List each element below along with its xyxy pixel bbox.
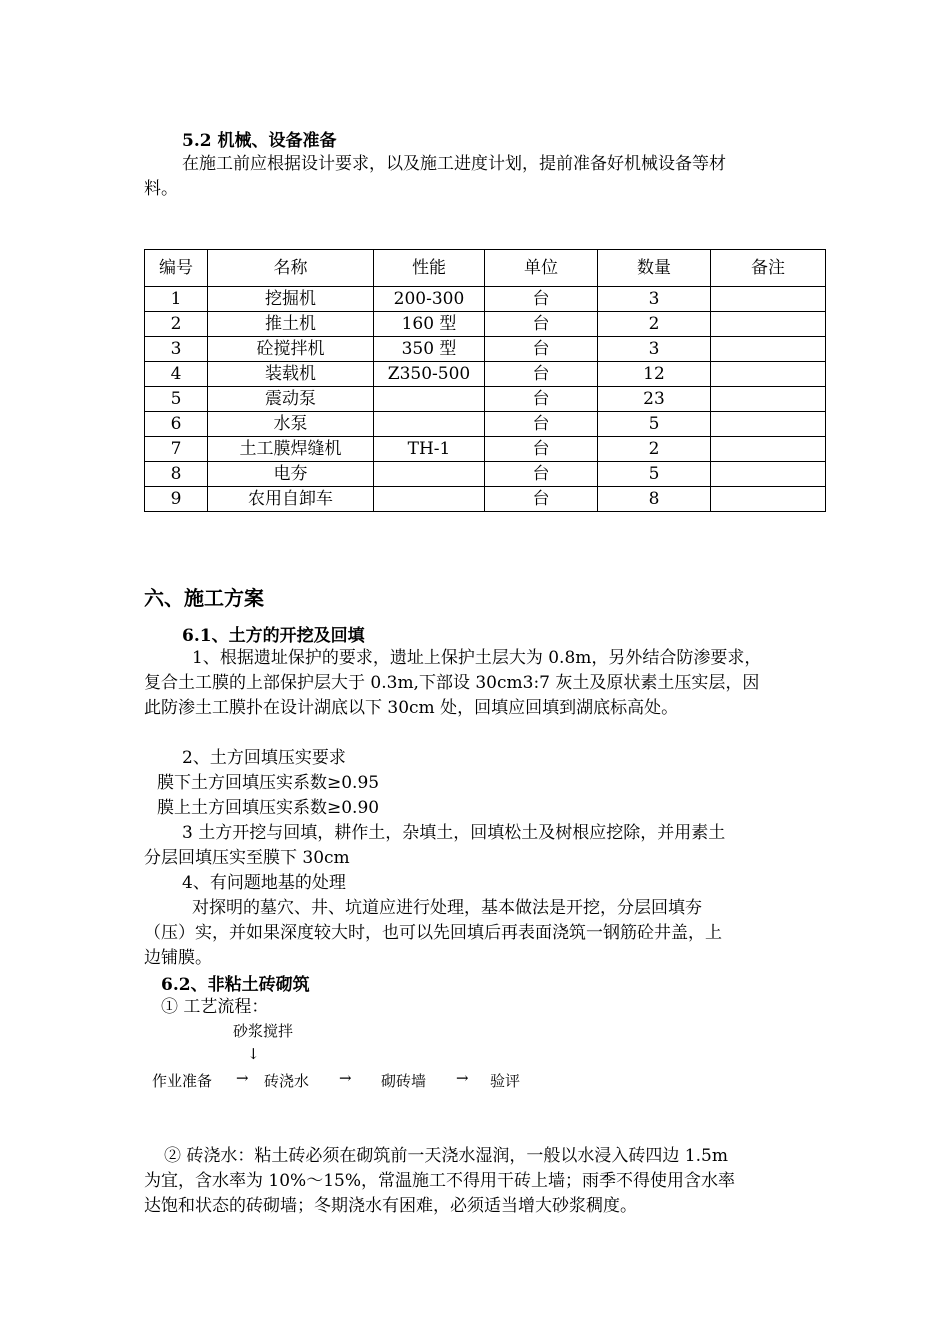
cell-remark xyxy=(711,462,826,487)
table-row xyxy=(145,312,826,337)
section-5-2-title: 5.2 机械、设备准备 xyxy=(182,131,337,151)
flow-step-bricklaying: 砌砖墙 xyxy=(381,1072,427,1090)
cell-unit: 台 xyxy=(485,362,598,387)
cell-remark xyxy=(711,387,826,412)
cell-quantity: 8 xyxy=(598,487,711,512)
cell-unit: 台 xyxy=(485,462,598,487)
cell-quantity: 2 xyxy=(598,437,711,462)
cell-spec: 160 型 xyxy=(374,312,485,337)
cell-number: 3 xyxy=(145,337,208,362)
flow-step-evaluation: 验评 xyxy=(490,1072,521,1090)
table-row xyxy=(145,387,826,412)
flow-down-arrow-icon: ↓ xyxy=(247,1045,260,1063)
cell-remark xyxy=(711,437,826,462)
cell-unit: 台 xyxy=(485,312,598,337)
flow-label: ① 工艺流程： xyxy=(161,997,269,1017)
header-unit: 单位 xyxy=(485,250,598,287)
table-header-row xyxy=(145,250,826,287)
equipment-table xyxy=(144,249,826,512)
cell-name: 砼搅拌机 xyxy=(208,337,374,362)
cell-number: 1 xyxy=(145,287,208,312)
cell-name: 震动泵 xyxy=(208,387,374,412)
cell-quantity: 23 xyxy=(598,387,711,412)
cell-number: 7 xyxy=(145,437,208,462)
cell-name: 挖掘机 xyxy=(208,287,374,312)
table-row xyxy=(145,337,826,362)
cell-name: 电夯 xyxy=(208,462,374,487)
para-7-line-1: 对探明的墓穴、井、坑道应进行处理，基本做法是开挖，分层回填夯 xyxy=(192,898,702,918)
cell-name: 水泵 xyxy=(208,412,374,437)
cell-number: 6 xyxy=(145,412,208,437)
cell-remark xyxy=(711,362,826,387)
cell-remark xyxy=(711,287,826,312)
header-spec: 性能 xyxy=(374,250,485,287)
flow-arrow-icon: → xyxy=(456,1069,469,1087)
header-number: 编号 xyxy=(145,250,208,287)
cell-spec: Z350-500 xyxy=(374,362,485,387)
section-6-1-title: 6.1、土方的开挖及回填 xyxy=(182,626,365,646)
section-6-title: 六、施工方案 xyxy=(144,586,264,610)
cell-quantity: 12 xyxy=(598,362,711,387)
para-8-line-3: 达饱和状态的砖砌墙；冬期浇水有困难，必须适当增大砂浆稠度。 xyxy=(144,1196,637,1216)
cell-spec: 200-300 xyxy=(374,287,485,312)
para-5-line-1: 3 土方开挖与回填，耕作土，杂填土，回填松土及树根应挖除，并用素土 xyxy=(182,823,726,843)
table-row xyxy=(145,462,826,487)
section-5-2-paragraph-line-1: 在施工前应根据设计要求，以及施工进度计划，提前准备好机械设备等材 xyxy=(182,154,726,174)
cell-quantity: 5 xyxy=(598,462,711,487)
flow-arrow-icon: → xyxy=(339,1069,352,1087)
cell-unit: 台 xyxy=(485,387,598,412)
para-1-line-2: 复合土工膜的上部保护层大于 0.3m,下部设 30cm3:7 灰土及原状素土压实层，因 xyxy=(144,673,760,693)
flow-mortar-mixing: 砂浆搅拌 xyxy=(233,1022,294,1040)
cell-name: 农用自卸车 xyxy=(208,487,374,512)
header-name: 名称 xyxy=(208,250,374,287)
cell-quantity: 3 xyxy=(598,337,711,362)
table-row xyxy=(145,412,826,437)
header-quantity: 数量 xyxy=(598,250,711,287)
para-3: 膜下土方回填压实系数≥0.95 xyxy=(157,773,380,793)
cell-number: 5 xyxy=(145,387,208,412)
section-6-2-title: 6.2、非粘土砖砌筑 xyxy=(161,975,310,995)
cell-remark xyxy=(711,412,826,437)
para-1-line-1: 1、根据遗址保护的要求，遗址上保护土层大为 0.8m，另外结合防渗要求， xyxy=(192,648,762,668)
cell-quantity: 3 xyxy=(598,287,711,312)
table-row xyxy=(145,487,826,512)
cell-name: 装载机 xyxy=(208,362,374,387)
para-2: 2、土方回填压实要求 xyxy=(182,748,346,768)
table-row xyxy=(145,437,826,462)
para-7-line-2: （压）实，并如果深度较大时，也可以先回填后再表面浇筑一钢筋砼井盖，上 xyxy=(144,923,722,943)
cell-quantity: 2 xyxy=(598,312,711,337)
cell-spec xyxy=(374,487,485,512)
cell-quantity: 5 xyxy=(598,412,711,437)
cell-spec xyxy=(374,462,485,487)
para-7-line-3: 边铺膜。 xyxy=(144,948,212,968)
cell-remark xyxy=(711,312,826,337)
cell-spec xyxy=(374,387,485,412)
cell-name: 推土机 xyxy=(208,312,374,337)
cell-number: 4 xyxy=(145,362,208,387)
flow-step-watering: 砖浇水 xyxy=(264,1072,310,1090)
para-5-line-2: 分层回填压实至膜下 30cm xyxy=(144,848,350,868)
cell-remark xyxy=(711,487,826,512)
cell-unit: 台 xyxy=(485,412,598,437)
cell-spec: TH-1 xyxy=(374,437,485,462)
table-row xyxy=(145,287,826,312)
cell-remark xyxy=(711,337,826,362)
section-5-2-paragraph-line-2: 料。 xyxy=(144,179,178,199)
table-row xyxy=(145,362,826,387)
para-6: 4、有问题地基的处理 xyxy=(182,873,346,893)
cell-unit: 台 xyxy=(485,487,598,512)
flow-step-preparation: 作业准备 xyxy=(152,1072,213,1090)
para-8-line-2: 为宜，含水率为 10%～15%，常温施工不得用干砖上墙；雨季不得使用含水率 xyxy=(144,1171,735,1191)
cell-number: 9 xyxy=(145,487,208,512)
header-remark: 备注 xyxy=(711,250,826,287)
para-4: 膜上土方回填压实系数≥0.90 xyxy=(157,798,380,818)
cell-number: 2 xyxy=(145,312,208,337)
cell-spec: 350 型 xyxy=(374,337,485,362)
cell-unit: 台 xyxy=(485,287,598,312)
para-8-line-1: ② 砖浇水：粘土砖必须在砌筑前一天浇水湿润，一般以水浸入砖四边 1.5m xyxy=(164,1146,728,1166)
para-1-line-3: 此防渗土工膜扑在设计湖底以下 30cm 处，回填应回填到湖底标高处。 xyxy=(144,698,679,718)
cell-spec xyxy=(374,412,485,437)
cell-unit: 台 xyxy=(485,437,598,462)
cell-name: 土工膜焊缝机 xyxy=(208,437,374,462)
cell-unit: 台 xyxy=(485,337,598,362)
cell-number: 8 xyxy=(145,462,208,487)
flow-arrow-icon: → xyxy=(236,1069,249,1087)
